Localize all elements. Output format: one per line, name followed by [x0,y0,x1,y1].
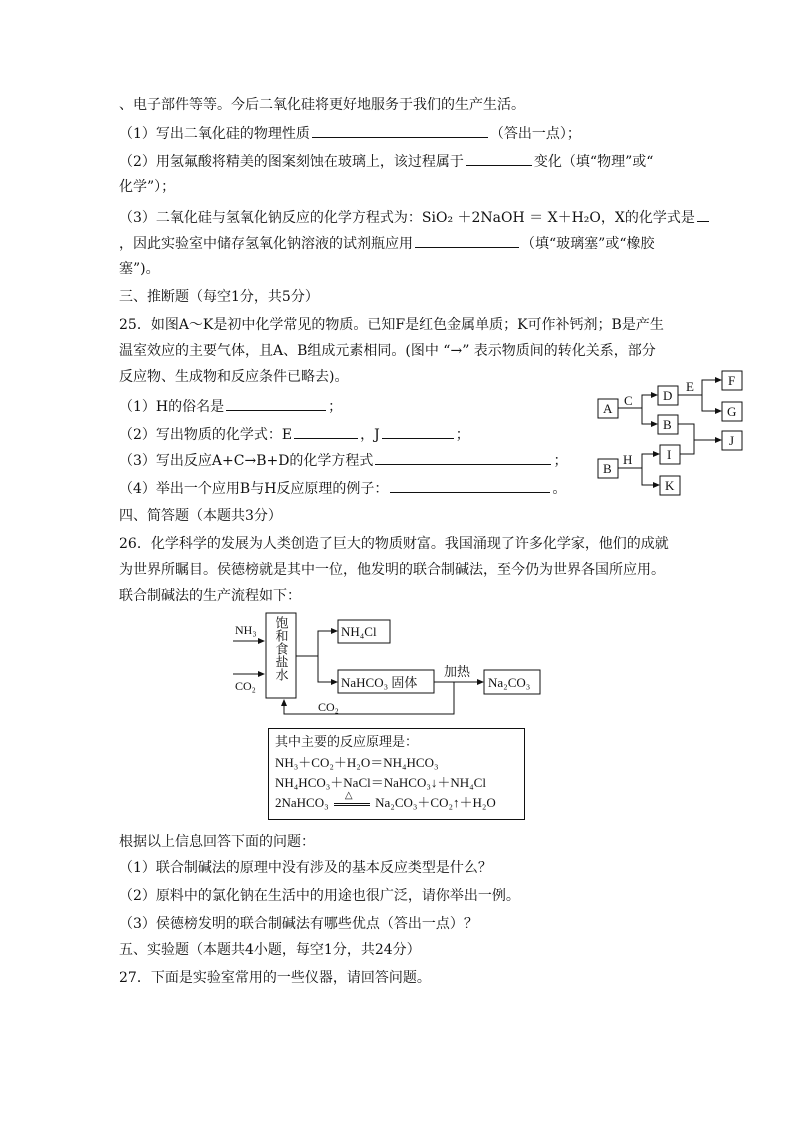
text-line-1: 、电子部件等等。今后二氧化硅将更好地服务于我们的生产生活。 [119,97,525,113]
question-26-stem-1: 26．化学科学的发展为人类创造了巨大的物质财富。我国涌现了许多化学家，他们的成就 [119,536,669,552]
question-24-2 [119,151,653,172]
node-F: F [728,373,736,388]
label-E: E [686,379,694,394]
question-26-prompt: 根据以上信息回答下面的问题： [119,834,315,850]
question-25-stem-2: 温室效应的主要气体，且A、B组成元素相同。(图中 “→” 表示物质间的转化关系，部分 [119,343,656,359]
reaction-3-reactant: 2NaHCO₃ [275,795,329,810]
question-24-1-text: （1）写出二氧化硅的物理性质 [119,126,310,142]
question-25-2-end: ； [455,427,470,443]
arrow-B2-K [642,468,659,485]
product-nahco3: NaHCO₃ 固体 [341,675,418,690]
arrow-to-nh4cl [296,631,337,656]
answer-blank[interactable] [390,478,550,493]
question-25-3 [119,450,567,471]
question-25-stem-1: 25．如图A～K是初中化学常见的物质。已知F是红色金属单质；K可作补钙剂；B是产生 [119,317,664,333]
label-C: C [624,393,633,408]
question-25-stem-3: 反应物、生成物和反应条件已略去)。 [119,369,349,385]
question-25-4-end: 。 [552,481,567,497]
node-B2: B [603,461,612,476]
question-24-3-cont-hint: （填“玻璃塞”或“橡胶 [521,236,655,252]
reactions-title: 其中主要的反应原理是： [275,735,419,750]
heat-condition [332,790,372,807]
arrow-to-nahco3 [318,656,337,682]
question-25-3-end: ； [553,453,568,469]
question-26-2: （2）原料中的氯化钠在生活中的用途也很广泛，请你举出一例。 [119,888,520,904]
node-B: B [663,417,672,432]
answer-blank[interactable] [312,123,488,138]
arrow-A-B [642,408,657,424]
question-25-1-end: ； [328,399,343,415]
answer-blank[interactable] [466,151,532,166]
text-line-4: 化学”）； [119,179,176,195]
question-25-4-text: （4）举出一个应用B与H反应原理的例子： [119,481,389,497]
label-nh3: NH₃ [235,623,257,637]
question-25-2-mid: ，J [360,427,380,443]
node-J: J [729,433,735,448]
question-26-stem-3: 联合制碱法的生产流程如下： [119,588,301,604]
answer-blank[interactable] [294,424,358,439]
answer-blank[interactable] [226,396,326,411]
question-26-3: （3）侯德榜发明的联合制碱法有哪些优点（答出一点）？ [119,916,478,932]
reaction-3-products: Na₂CO₃＋CO₂↑＋H₂O [375,795,496,810]
product-nh4cl: NH₄Cl [341,624,377,639]
question-24-2-text: （2）用氢氟酸将精美的图案刻蚀在玻璃上，该过程属于 [119,154,464,170]
node-I: I [667,447,672,462]
equals-line-bottom [334,805,370,806]
production-flow-diagram [228,608,548,720]
question-24-1 [119,123,581,144]
question-25-4 [119,478,566,499]
question-24-3-cont-text: ，因此实验室中储存氢氧化钠溶液的试剂瓶应用 [119,236,413,252]
reaction-2: NH₄HCO₃＋NaCl＝NaHCO₃↓＋NH₄Cl [275,775,486,790]
section-title-3: 三、推断题（每空1分，共5分） [119,289,319,305]
question-24-3-cont [119,233,654,254]
section-title-5: 五、实验题（本题共4小题，每空1分，共24分） [119,942,421,958]
question-24-3 [119,207,711,228]
question-26-1: （1）联合制碱法的原理中没有涉及的基本反应类型是什么？ [119,860,492,876]
arrow-D-F [678,380,721,395]
reaction-principles-box [268,728,525,820]
question-24-1-hint: （答出一点）； [489,126,581,142]
answer-blank[interactable] [415,233,519,248]
product-na2co3: Na₂CO₃ [488,675,531,690]
node-K: K [665,478,675,493]
question-25-3-text: （3）写出反应A+C→B+D的化学方程式 [119,453,374,469]
tank-label: 饱和食盐水 [273,616,289,681]
question-25-2 [119,424,470,445]
question-25-2-text: （2）写出物质的化学式：E [119,427,293,443]
reaction-3 [275,790,518,813]
label-H: H [623,452,633,467]
text-line-7: 塞”)。 [119,261,160,277]
question-25-1-text: （1）H的俗名是 [119,399,225,415]
label-co2-in: CO₂ [235,679,256,693]
answer-blank[interactable] [382,424,454,439]
node-G: G [727,404,737,419]
arrow-D-G [702,395,721,411]
label-heat: 加热 [444,664,471,679]
section-title-4: 四、简答题（本题共3分） [119,508,282,524]
answer-blank[interactable] [375,450,551,465]
question-27-stem: 27．下面是实验室常用的一些仪器，请回答问题。 [119,970,431,986]
question-24-2-hint: 变化（填“物理”或“ [533,154,654,170]
question-25-1 [119,396,342,417]
reaction-1: NH₃＋CO₂＋H₂O＝NH₄HCO₃ [275,755,439,770]
label-co2-return: CO₂ [318,700,339,714]
inference-tree-diagram [590,364,760,504]
question-24-3-text: （3）二氧化硅与氢氧化钠反应的化学方程式为：SiO₂ ＋2NaOH ＝ X＋H₂O，X的化学式是 [119,210,695,226]
heat-symbol: △ [344,790,353,801]
equals-line-top [334,803,370,804]
answer-blank[interactable] [697,207,709,222]
node-A: A [603,401,613,416]
question-26-stem-2: 为世界所瞩目。侯德榜就是其中一位，他发明的联合制碱法，至今仍为世界各国所应用。 [119,562,665,578]
node-D: D [663,388,673,403]
